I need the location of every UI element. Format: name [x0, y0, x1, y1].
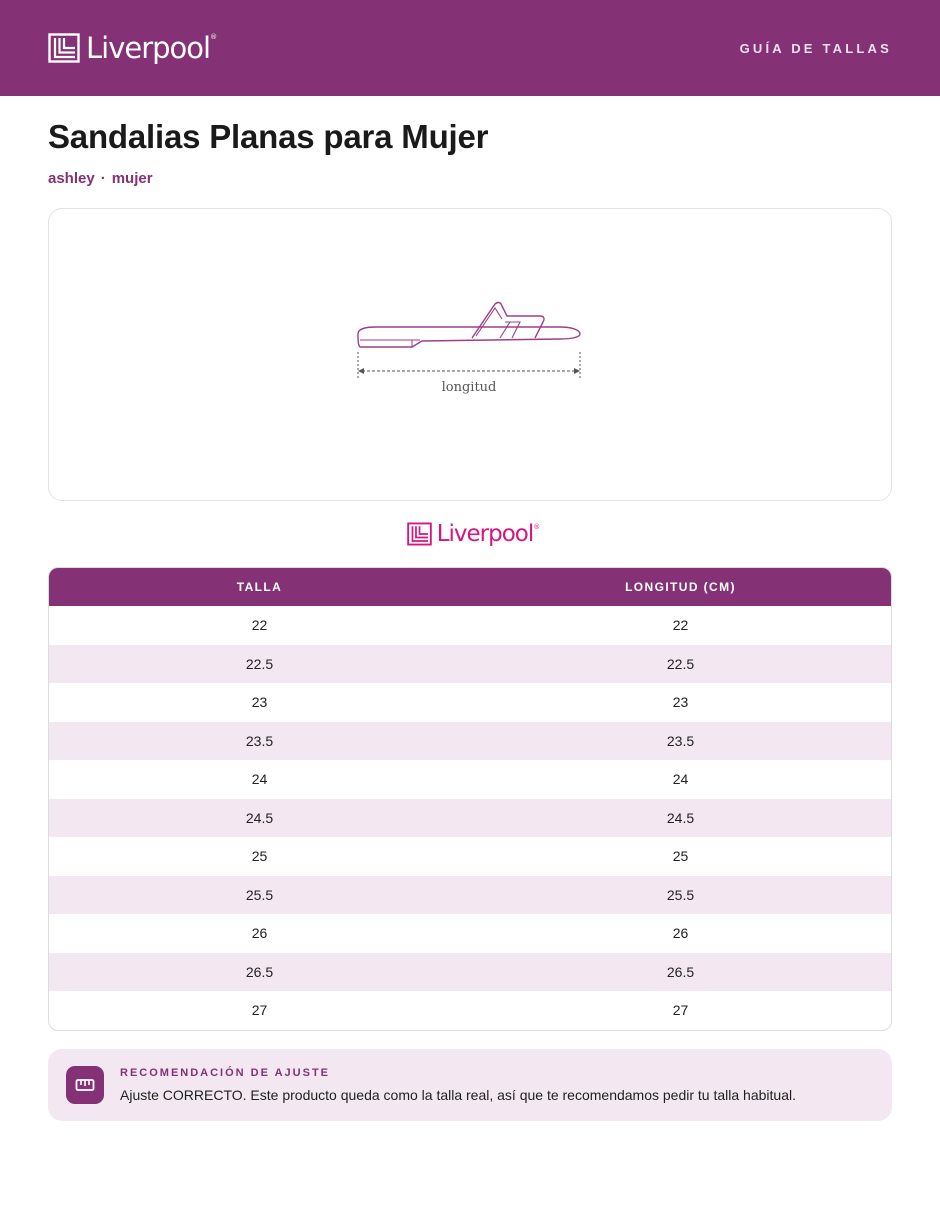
brand-wordmark: Liverpool ®: [436, 521, 540, 547]
size-cell: 24.5: [245, 809, 274, 826]
length-cell: 24: [672, 771, 689, 788]
size-cell: 26: [251, 925, 268, 942]
product-gender: mujer: [111, 170, 153, 187]
table-row: [49, 799, 891, 838]
table-row: [49, 760, 891, 799]
table-row: [49, 722, 891, 761]
table-header: [49, 568, 891, 606]
sandal-diagram-icon: [350, 300, 590, 410]
table-row: [49, 837, 891, 876]
liverpool-logo-icon: [407, 522, 432, 546]
size-cell: 25: [251, 848, 268, 865]
recommendation-title: RECOMENDACIÓN DE AJUSTE: [120, 1066, 330, 1079]
size-cell: 22.5: [245, 655, 274, 672]
length-cell: 25: [672, 848, 689, 865]
size-cell: 23.5: [245, 732, 274, 749]
size-table: [48, 567, 892, 1031]
size-cell: 27: [251, 1002, 268, 1019]
size-cell: 25.5: [245, 886, 274, 903]
table-body: [49, 606, 891, 1030]
column-header-size: TALLA: [236, 580, 283, 594]
length-cell: 26: [672, 925, 689, 942]
length-cell: 22: [672, 617, 689, 634]
recommendation-text: [120, 1067, 796, 1103]
table-row: [49, 683, 891, 722]
ruler-icon: [66, 1066, 104, 1104]
length-cell: 23.5: [666, 732, 695, 749]
product-meta: [48, 170, 892, 187]
recommendation-body: Ajuste CORRECTO. Este producto queda como la talla real, así que te recomendamos pedir tu talla habitual.: [120, 1086, 796, 1103]
brand-wordmark: Liverpool ®: [86, 31, 217, 65]
size-cell: 22: [251, 617, 268, 634]
meta-separator: ·: [100, 170, 106, 187]
main-content: [0, 118, 940, 1121]
measure-label: longitud: [441, 379, 497, 395]
length-cell: 22.5: [666, 655, 695, 672]
brand-logo[interactable]: [48, 31, 217, 65]
header: [0, 0, 940, 96]
table-row: [49, 876, 891, 915]
table-row: [49, 606, 891, 645]
product-brand: ashley: [48, 170, 95, 187]
length-cell: 24.5: [666, 809, 695, 826]
table-row: [49, 991, 891, 1030]
table-row: [49, 914, 891, 953]
size-guide-label: GUÍA DE TALLAS: [739, 40, 892, 56]
length-cell: 26.5: [666, 963, 695, 980]
length-cell: 23: [672, 694, 689, 711]
fit-recommendation: [48, 1049, 892, 1121]
secondary-logo: [48, 519, 892, 549]
size-cell: 26.5: [245, 963, 274, 980]
table-row: [49, 645, 891, 684]
length-cell: 25.5: [666, 886, 695, 903]
column-header-length: LONGITUD (CM): [625, 580, 736, 594]
size-cell: 23: [251, 694, 268, 711]
liverpool-logo-icon: [48, 33, 80, 63]
measurement-diagram: [48, 208, 892, 501]
table-row: [49, 953, 891, 992]
page-title: Sandalias Planas para Mujer: [48, 118, 489, 155]
size-cell: 24: [251, 771, 268, 788]
length-cell: 27: [672, 1002, 689, 1019]
